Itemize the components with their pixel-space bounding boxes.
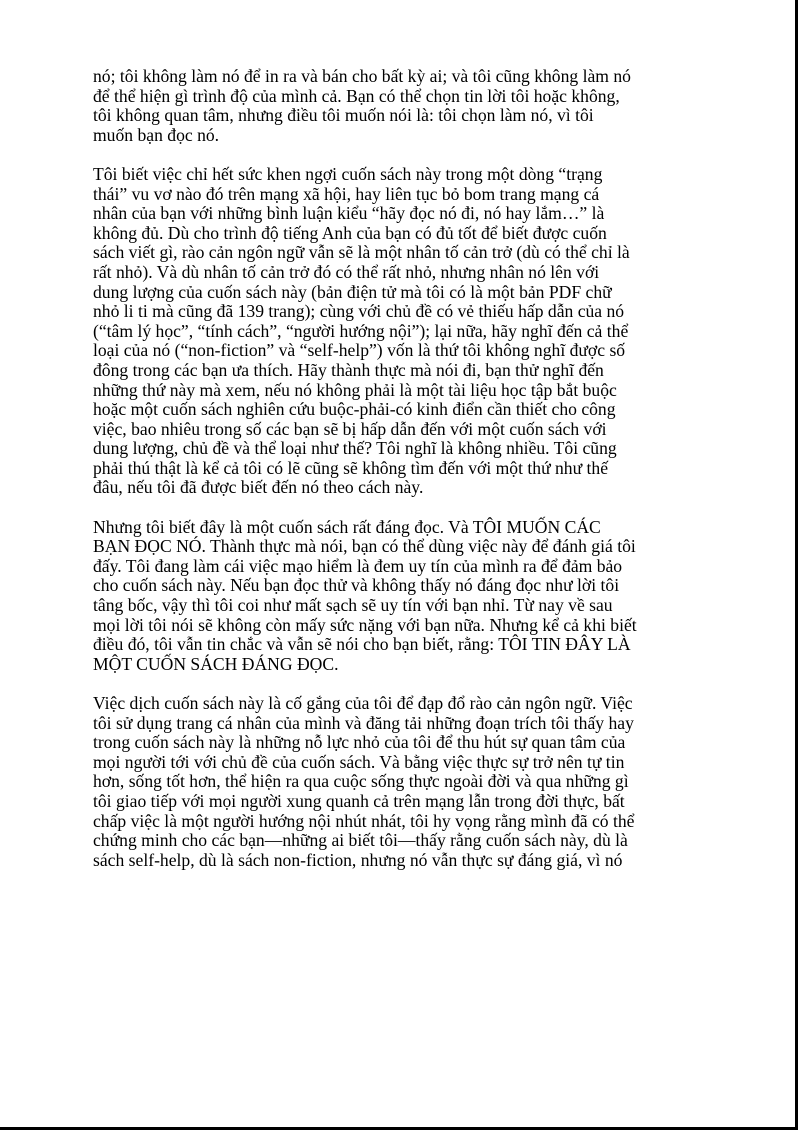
paragraph-4 (93, 694, 743, 870)
text-line: tôi không quan tâm, nhưng điều tôi muốn nói là: tôi chọn làm nó, vì tôi (93, 105, 594, 126)
text-line: tâng bốc, vậy thì tôi coi như mất sạch sẽ uy tín với bạn nhỉ. Từ nay về sau (93, 595, 613, 616)
text-line: chấp việc là một người hướng nội nhút nhát, tôi hy vọng rằng mình đã có thể (93, 810, 635, 831)
text-line: loại của nó (“non-fiction” và “self-help”) vốn là thứ tôi không nghĩ được số (93, 340, 626, 361)
text-line: Việc dịch cuốn sách này là cố gắng của tôi để đạp đổ rào cản ngôn ngữ. Việc (93, 693, 633, 713)
text-line: rất nhỏ). Và dù nhân tố cản trở đó có thể rất nhỏ, nhưng nhân nó lên với (93, 261, 600, 282)
paragraph-1 (93, 67, 743, 145)
text-line: đâu, nếu tôi đã được biết đến nó theo cách này. (93, 477, 424, 498)
text-line: phải thú thật là kể cả tôi có lẽ cũng sẽ không tìm đến với một thứ như thế (93, 457, 609, 478)
text-line: cho cuốn sách này. Nếu bạn đọc thử và không thấy nó đáng đọc như lời tôi (93, 575, 620, 596)
text-line: sách self-help, dù là sách non-fiction, nhưng nó vẫn thực sự đáng giá, vì nó (93, 849, 623, 870)
text-line: dung lượng, chủ đề và thể loại như thế? Tôi nghĩ là không nhiều. Tôi cũng (93, 438, 617, 459)
page-body-text (93, 67, 743, 890)
text-line: những thứ này mà xem, nếu nó không phải là một tài liệu học tập bắt buộc (93, 379, 617, 400)
text-line: BẠN ĐỌC NÓ. Thành thực mà nói, bạn có thể dùng việc này để đánh giá tôi (93, 536, 636, 557)
text-line: nhỏ li ti mà cũng đã 139 trang); cùng với chủ đề có vẻ thiếu hấp dẫn của nó (93, 301, 625, 322)
text-line: Nhưng tôi biết đây là một cuốn sách rất đáng đọc. Và TÔI MUỐN CÁC (93, 516, 601, 537)
text-line: tôi sử dụng trang cá nhân của mình và đăng tải những đoạn trích tôi thấy hay (93, 712, 634, 733)
text-line: Tôi biết việc chỉ hết sức khen ngợi cuốn sách này trong một dòng “trạng (93, 163, 603, 184)
paragraph-3 (93, 518, 743, 675)
text-line: không đủ. Dù cho trình độ tiếng Anh của bạn có đủ tốt để biết được cuốn (93, 222, 607, 243)
text-line: hơn, sống tốt hơn, thể hiện ra qua cuộc sống thực ngoài đời và qua những gì (93, 771, 629, 792)
text-line: thái” vu vơ nào đó trên mạng xã hội, hay liên tục bỏ bom trang mạng cá (93, 183, 600, 204)
text-line: sách viết gì, rào cản ngôn ngữ vẫn sẽ là một nhân tố cản trở (dù có thể chỉ là (93, 242, 630, 263)
text-line: để thể hiện gì trình độ của mình cả. Bạn có thể chọn tin lời tôi hoặc không, (93, 85, 620, 106)
text-line: điều đó, tôi vẫn tin chắc và vẫn sẽ nói cho bạn biết, rằng: TÔI TIN ĐÂY LÀ (93, 634, 631, 655)
text-line: chứng minh cho các bạn—những ai biết tôi—thấy rằng cuốn sách này, dù là (93, 830, 628, 851)
text-line: trong cuốn sách này là những nỗ lực nhỏ của tôi để thu hút sự quan tâm của (93, 732, 626, 753)
paragraph-2 (93, 165, 743, 498)
text-line: dung lượng của cuốn sách này (bản điện tử mà tôi có là một bản PDF chữ (93, 281, 612, 302)
text-line: (“tâm lý học”, “tính cách”, “người hướng nội”); lại nữa, hãy nghĩ đến cả thể (93, 320, 629, 341)
text-line: MỘT CUỐN SÁCH ĐÁNG ĐỌC. (93, 653, 339, 674)
text-line: việc, bao nhiêu trong số các bạn sẽ bị hấp dẫn đến với một cuốn sách với (93, 418, 607, 439)
text-line: tôi giao tiếp với mọi người xung quanh cả trên mạng lẫn trong đời thực, bất (93, 790, 625, 811)
text-line: nhân của bạn với những bình luận kiểu “hãy đọc nó đi, nó hay lắm…” là (93, 203, 605, 224)
text-line: mọi lời tôi nói sẽ không còn mấy sức nặng với bạn nữa. Nhưng kể cả khi biết (93, 614, 637, 635)
text-line: đấy. Tôi đang làm cái việc mạo hiểm là đem uy tín của mình ra để đảm bảo (93, 555, 623, 576)
text-line: muốn bạn đọc nó. (93, 124, 220, 145)
text-line: hoặc một cuốn sách nghiên cứu buộc-phải-có kinh điển cần thiết cho công (93, 399, 616, 420)
text-line: đông trong các bạn ưa thích. Hãy thành thực mà nói đi, bạn thử nghĩ đến (93, 359, 604, 380)
text-line: nó; tôi không làm nó để in ra và bán cho bất kỳ ai; và tôi cũng không làm nó (93, 66, 631, 86)
text-line: mọi người tới với chủ đề của cuốn sách. Và bằng việc thực sự trở nên tự tin (93, 751, 625, 772)
